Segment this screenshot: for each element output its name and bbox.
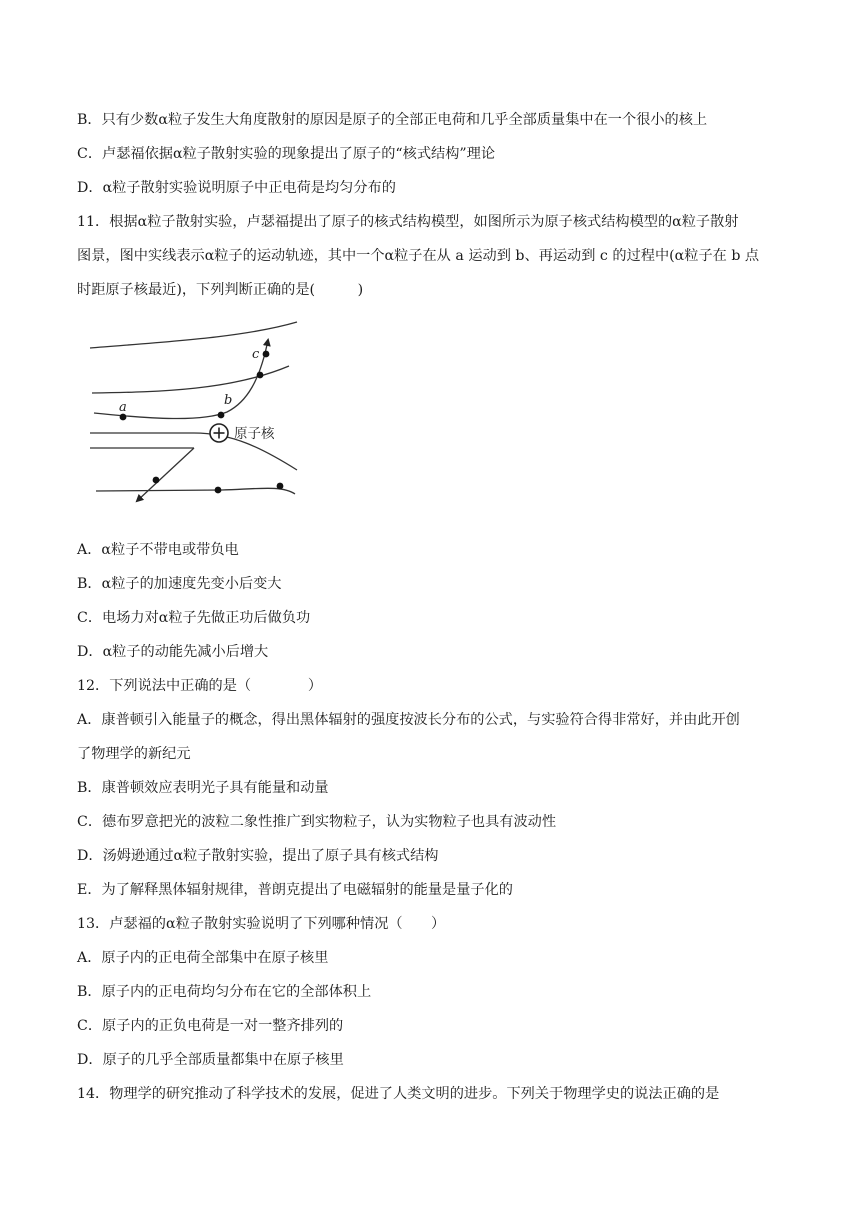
q14-stem: 14．物理学的研究推动了科学技术的发展，促进了人类文明的进步。下列关于物理学史的说法正确的是: [77, 1086, 720, 1102]
point-lower-right: [277, 483, 284, 490]
q11-stem-line-1: 11．根据α粒子散射实验，卢瑟福提出了原子的核式结构模型，如图所示为原子核式结构模型的α粒子散射: [77, 214, 739, 230]
q11-stem-line-2: 图景，图中实线表示α粒子的运动轨迹，其中一个α粒子在从 a 运动到 b、再运动到 c 的过程中(α粒子在 b 点: [77, 248, 760, 264]
q10-option-b: B．只有少数α粒子发生大角度散射的原因是原子的全部正电荷和几乎全部质量集中在一个很小的核上: [77, 112, 708, 128]
scattering-diagram: [82, 315, 307, 515]
q11-option-b: B．α粒子的加速度先变小后变大: [77, 576, 282, 592]
q12-stem: 12．下列说法中正确的是（ ）: [77, 678, 323, 694]
point-bottom: [215, 487, 222, 494]
nucleus-icon: [210, 424, 228, 442]
point-upper-right: [257, 372, 264, 379]
q13-option-b: B．原子内的正电荷均匀分布在它的全部体积上: [77, 984, 372, 1000]
q11-option-c: C．电场力对α粒子先做正功后做负功: [77, 610, 311, 626]
q13-option-d: D．原子的几乎全部质量都集中在原子核里: [77, 1052, 344, 1068]
q12-option-c: C．德布罗意把光的波粒二象性推广到实物粒子，认为实物粒子也具有波动性: [77, 814, 557, 830]
point-b: [218, 412, 225, 419]
label-b: b: [224, 393, 233, 408]
trajectory-deflected-out: [137, 448, 194, 501]
trajectory-bottom: [96, 488, 295, 494]
q10-option-c: C．卢瑟福依据α粒子散射实验的现象提出了原子的“核式结构”理论: [77, 146, 496, 162]
q13-option-c: C．原子内的正负电荷是一对一整齐排列的: [77, 1018, 344, 1034]
q12-option-a-line-2: 了物理学的新纪元: [77, 746, 191, 762]
label-a: a: [119, 400, 127, 415]
trajectory-top: [90, 322, 297, 348]
q12-option-b: B．康普顿效应表明光子具有能量和动量: [77, 780, 329, 796]
q13-option-a: A．原子内的正电荷全部集中在原子核里: [77, 950, 329, 966]
q11-option-d: D．α粒子的动能先减小后增大: [77, 644, 269, 660]
q10-option-d: D．α粒子散射实验说明原子中正电荷是均匀分布的: [77, 180, 396, 196]
q12-option-a-line-1: A．康普顿引入能量子的概念，得出黑体辐射的强度按波长分布的公式，与实验符合得非常好，并由此开创: [77, 712, 740, 728]
alpha-scattering-figure: [82, 315, 307, 515]
q11-option-a: A．α粒子不带电或带负电: [77, 542, 239, 558]
point-c: [263, 351, 270, 358]
point-deflected: [153, 477, 160, 484]
nucleus-label: 原子核: [234, 426, 275, 442]
q13-stem: 13．卢瑟福的α粒子散射实验说明了下列哪种情况（ ）: [77, 916, 446, 932]
label-c: c: [252, 347, 260, 362]
q11-stem-line-3: 时距原子核最近)，下列判断正确的是( ): [77, 282, 364, 298]
q12-option-e: E．为了解释黑体辐射规律，普朗克提出了电磁辐射的能量是量子化的: [77, 882, 513, 898]
q12-option-d: D．汤姆逊通过α粒子散射实验，提出了原子具有核式结构: [77, 848, 439, 864]
